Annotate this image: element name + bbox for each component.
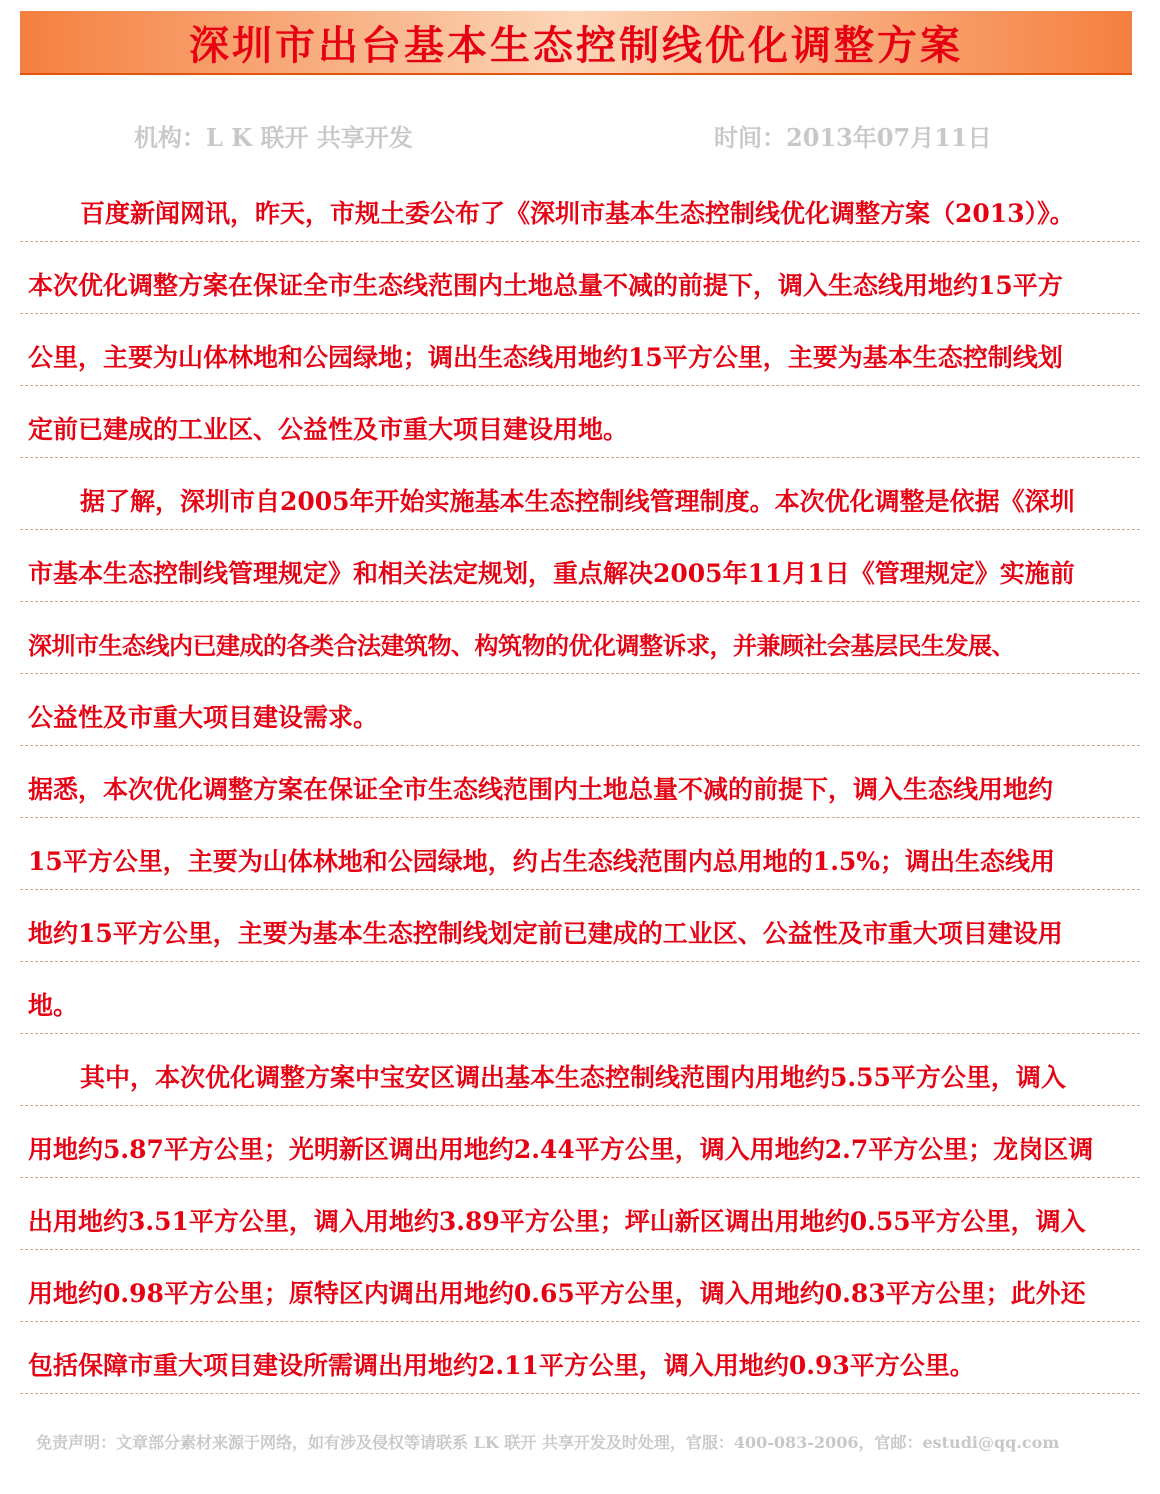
time-label: 时间： — [714, 123, 786, 152]
article-body — [20, 170, 1140, 1394]
text-line: 本次优化调整方案在保证全市生态线范围内土地总量不减的前提下，调入生态线用地约15平方 — [20, 242, 1140, 314]
org-value: L K 联开 共享开发 — [206, 123, 413, 152]
text-line: 定前已建成的工业区、公益性及市重大项目建设用地。 — [20, 386, 1140, 458]
text-line: 地约15平方公里，主要为基本生态控制线划定前已建成的工业区、公益性及市重大项目建设用 — [20, 890, 1140, 962]
text-line: 出用地约3.51平方公里，调入用地约3.89平方公里；坪山新区调出用地约0.55平方公里，调入 — [20, 1178, 1140, 1250]
page-title: 深圳市出台基本生态控制线优化调整方案 — [189, 21, 963, 69]
text-line: 据悉，本次优化调整方案在保证全市生态线范围内土地总量不减的前提下，调入生态线用地约 — [20, 746, 1140, 818]
meta-organization — [134, 118, 413, 153]
text-line: 公里，主要为山体林地和公园绿地；调出生态线用地约15平方公里，主要为基本生态控制线划 — [20, 314, 1140, 386]
org-label: 机构： — [134, 123, 206, 152]
time-value: 2013年07月11日 — [786, 123, 992, 152]
title-banner — [20, 11, 1132, 75]
text-line: 用地约0.98平方公里；原特区内调出用地约0.65平方公里，调入用地约0.83平方公里；此外还 — [20, 1250, 1140, 1322]
disclaimer: 免责声明：文章部分素材来源于网络，如有涉及侵权等请联系 LK 联开 共享开发及时处理，官服：400-083-2006，官邮：estudi@qq.com — [36, 1433, 1060, 1452]
meta-time — [714, 118, 992, 153]
text-line: 深圳市生态线内已建成的各类合法建筑物、构筑物的优化调整诉求，并兼顾社会基层民生发展、 — [20, 602, 1140, 674]
text-line: 15平方公里，主要为山体林地和公园绿地，约占生态线范围内总用地的1.5%；调出生态线用 — [20, 818, 1140, 890]
text-line: 用地约5.87平方公里；光明新区调出用地约2.44平方公里，调入用地约2.7平方公里；龙岗区调 — [20, 1106, 1140, 1178]
text-line: 百度新闻网讯，昨天，市规土委公布了《深圳市基本生态控制线优化调整方案（2013）》。 — [20, 170, 1140, 242]
text-line: 包括保障市重大项目建设所需调出用地约2.11平方公里，调入用地约0.93平方公里。 — [20, 1322, 1140, 1394]
text-line: 据了解，深圳市自2005年开始实施基本生态控制线管理制度。本次优化调整是依据《深圳 — [20, 458, 1140, 530]
text-line: 市基本生态控制线管理规定》和相关法定规划，重点解决2005年11月1日《管理规定》实施前 — [20, 530, 1140, 602]
text-line: 公益性及市重大项目建设需求。 — [20, 674, 1140, 746]
text-line: 地。 — [20, 962, 1140, 1034]
text-line: 其中，本次优化调整方案中宝安区调出基本生态控制线范围内用地约5.55平方公里，调入 — [20, 1034, 1140, 1106]
